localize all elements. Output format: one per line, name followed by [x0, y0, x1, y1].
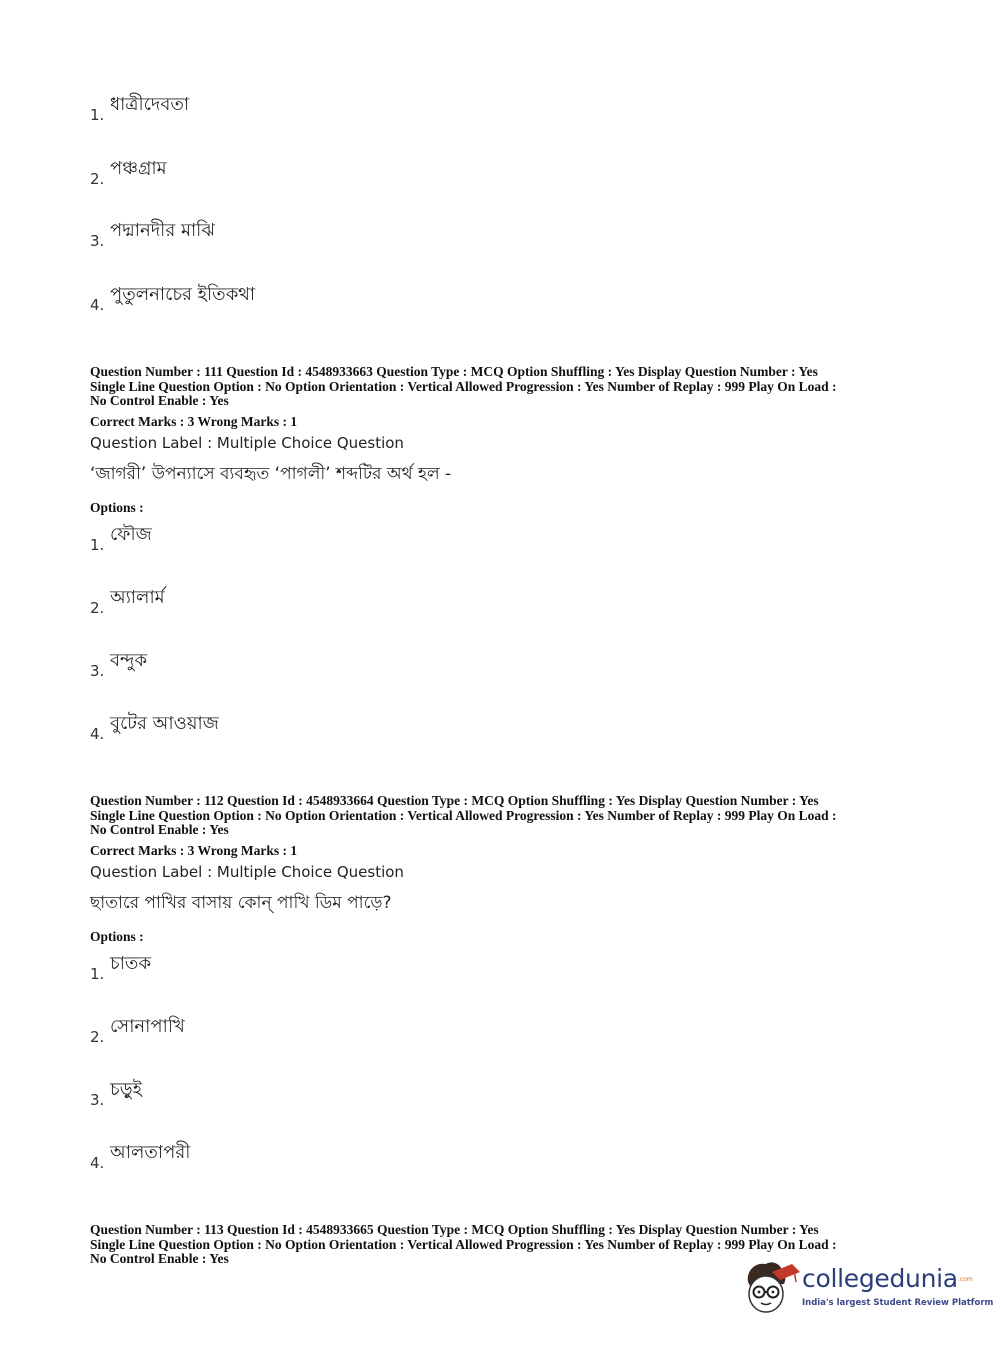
- brand-tagline: India's largest Student Review Platform: [802, 1298, 994, 1308]
- metadata-line: Single Line Question Option : No Option Orientation : Vertical Allowed Progression : Yes Number of Replay : 999 Play On Load :: [90, 807, 837, 823]
- option-number: 3.: [90, 662, 105, 680]
- question-text: ‘জাগরী’ উপন্যাসে ব্যবহৃত ‘পাগলী’ শব্দটির অর্থ হল -: [90, 464, 452, 484]
- option-item[interactable]: [90, 646, 490, 680]
- option-number: 4.: [90, 725, 105, 743]
- option-number: 1.: [90, 106, 105, 124]
- option-item[interactable]: [90, 583, 490, 617]
- option-number: 1.: [90, 536, 105, 554]
- options-header: Options :: [90, 929, 144, 944]
- question-metadata: [90, 794, 920, 838]
- options-header: Options :: [90, 500, 144, 515]
- option-number: 3.: [90, 1091, 105, 1109]
- option-item[interactable]: [90, 154, 490, 188]
- option-item[interactable]: [90, 280, 490, 314]
- metadata-line: Question Number : 111 Question Id : 4548933663 Question Type : MCQ Option Shuffling : Yes Display Question Number : Yes: [90, 364, 818, 379]
- option-item[interactable]: [90, 1075, 490, 1109]
- option-text: বন্দুক: [110, 650, 148, 671]
- metadata-line: Question Number : 113 Question Id : 4548933665 Question Type : MCQ Option Shuffling : Yes Display Question Number : Yes: [90, 1222, 819, 1237]
- option-item[interactable]: [90, 90, 490, 124]
- option-item[interactable]: [90, 1012, 490, 1046]
- option-text: সোনাপাখি: [110, 1016, 185, 1037]
- metadata-line: No Control Enable : Yes: [90, 393, 229, 409]
- option-item[interactable]: [90, 520, 490, 554]
- metadata-line: No Control Enable : Yes: [90, 822, 229, 838]
- option-item[interactable]: [90, 949, 490, 983]
- option-text: পুতুলনাচের ইতিকথা: [110, 284, 256, 305]
- option-number: 2.: [90, 599, 105, 617]
- question-label: Question Label : Multiple Choice Question: [90, 434, 404, 452]
- question-text: ছাতারে পাখির বাসায় কোন্ পাখি ডিম পাড়ে?: [90, 893, 392, 913]
- option-item[interactable]: [90, 1138, 490, 1172]
- option-number: 4.: [90, 1154, 105, 1172]
- option-text: ফৌজ: [110, 524, 152, 545]
- option-number: 1.: [90, 965, 105, 983]
- option-text: চাতক: [110, 953, 152, 974]
- metadata-line: Single Line Question Option : No Option Orientation : Vertical Allowed Progression : Yes Number of Replay : 999 Play On Load :: [90, 1236, 837, 1252]
- option-number: 3.: [90, 232, 105, 250]
- option-text: আলতাপরী: [110, 1142, 191, 1163]
- metadata-line: No Control Enable : Yes: [90, 1251, 229, 1267]
- brand-name: collegedunia: [802, 1264, 958, 1293]
- option-number: 4.: [90, 296, 105, 314]
- student-mascot-logo-icon: [742, 1258, 800, 1318]
- option-text: পঞ্চগ্রাম: [110, 158, 167, 179]
- question-metadata: [90, 365, 920, 409]
- metadata-line: Question Number : 112 Question Id : 4548933664 Question Type : MCQ Option Shuffling : Yes Display Question Number : Yes: [90, 793, 819, 808]
- option-number: 2.: [90, 1028, 105, 1046]
- option-text: চড়ুই: [110, 1079, 142, 1100]
- option-text: বুটের আওয়াজ: [110, 713, 219, 734]
- option-text: পদ্মানদীর মাঝি: [110, 220, 215, 241]
- option-item[interactable]: [90, 709, 490, 743]
- option-item[interactable]: [90, 216, 490, 250]
- metadata-line: Single Line Question Option : No Option Orientation : Vertical Allowed Progression : Yes Number of Replay : 999 Play On Load :: [90, 378, 837, 394]
- option-text: ধাত্রীদেবতা: [110, 94, 190, 115]
- brand-suffix: .com: [958, 1276, 973, 1283]
- question-marks: Correct Marks : 3 Wrong Marks : 1: [90, 843, 298, 858]
- question-label: Question Label : Multiple Choice Question: [90, 863, 404, 881]
- option-number: 2.: [90, 170, 105, 188]
- option-text: অ্যালার্ম: [110, 587, 165, 608]
- collegedunia-logo: [742, 1258, 994, 1320]
- question-marks: Correct Marks : 3 Wrong Marks : 1: [90, 414, 298, 429]
